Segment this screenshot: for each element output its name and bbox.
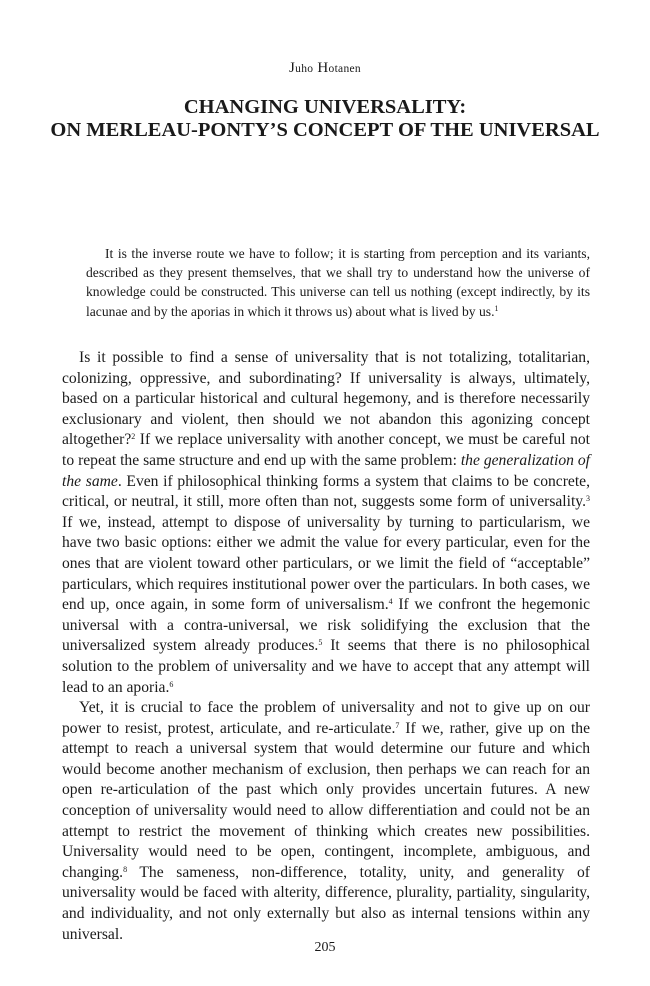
italic-phrase: the generalization of the same [62, 451, 590, 490]
epigraph-quote: It is the inverse route we have to follow; it is starting from perception and its variants, described as they present themselves, that we shall try to understand how the universe of knowledge could be constructed. This universe can tell us nothing (except indirectly, by its lacunae and by the aporias in which it throws us) about what is lived by us.$^1$ [86, 246, 590, 319]
footnote-marker: 7 [395, 720, 400, 730]
chapter-title-line1: CHANGING UNIVERSALITY: [183, 96, 467, 118]
footnote-marker: 5 [318, 638, 323, 648]
footnote-marker: 1 [494, 303, 499, 313]
paragraph-2: Yet, it is crucial to face the problem of universality and not to give up on our power to resist, protest, articulate, and re-articulate.$^7$ If we, rather, give up on the attempt to reach a universal system that would determine our future and which would become another mechanism of exclusion, then perhaps we can reach for an open re-articulation of the past which only provides uncertain futures. A new conception of universality would need to allow differentiation and could not be an attempt to restrict the movement of thinking which creates new possibilities. Universality would need to be open, contingent, incomplete, ambiguous, and changing.$^8$ The sameness, non-difference, totality, unity, and generality of universality would be faced with alterity, difference, plurality, partiality, singularity, and individuality, and not only externally but also as internal tensions within any universal. [62, 699, 590, 943]
footnote-marker: 6 [169, 679, 174, 689]
running-head-author: Juho Hotanen [289, 60, 361, 76]
chapter-title [20, 96, 630, 142]
footnote-marker: 2 [131, 432, 136, 442]
chapter-title-line2: ON MERLEAU-PONTY’S CONCEPT OF THE UNIVERSAL [50, 119, 600, 141]
page-number: 205 [314, 940, 336, 955]
footnote-marker: 4 [388, 597, 393, 607]
body-text [62, 348, 590, 945]
footnote-marker: 8 [123, 864, 128, 874]
paragraph-1: Is it possible to find a sense of universality that is not totalizing, totalitarian, colonizing, oppressive, and subordinating? If universality is always, ultimately, based on a particular historical and cultural hegemony, and is therefore necessarily exclusionary and violent, then should we not abandon this agonizing concept altogether?$^2$ If we replace universality with another concept, we must be careful not to repeat the same structure and end up with the same problem: the generalization of the same. Even if philosophical thinking forms a system that claims to be concrete, critical, or neutral, it still, more often than not, suggests some form of universality.$^3$ If we, instead, attempt to dispose of universality by turning to particularism, we have two basic options: either we admit the value for every particular, even for the ones that are violent toward other particulars, or we limit the field of “acceptable” particulars, which requires institutional power over the particulars. In both cases, we end up, once again, in some form of universalism.$^4$ If we confront the hegemonic universal with a contra-universal, we risk solidifying the exclusion that the universalized system already produces.$^5$ It seems that there is no philosophical solution to the problem of universality and we have to accept that any attempt will lead to an aporia.$^6$ [62, 349, 590, 696]
footnote-marker: 3 [586, 494, 590, 504]
